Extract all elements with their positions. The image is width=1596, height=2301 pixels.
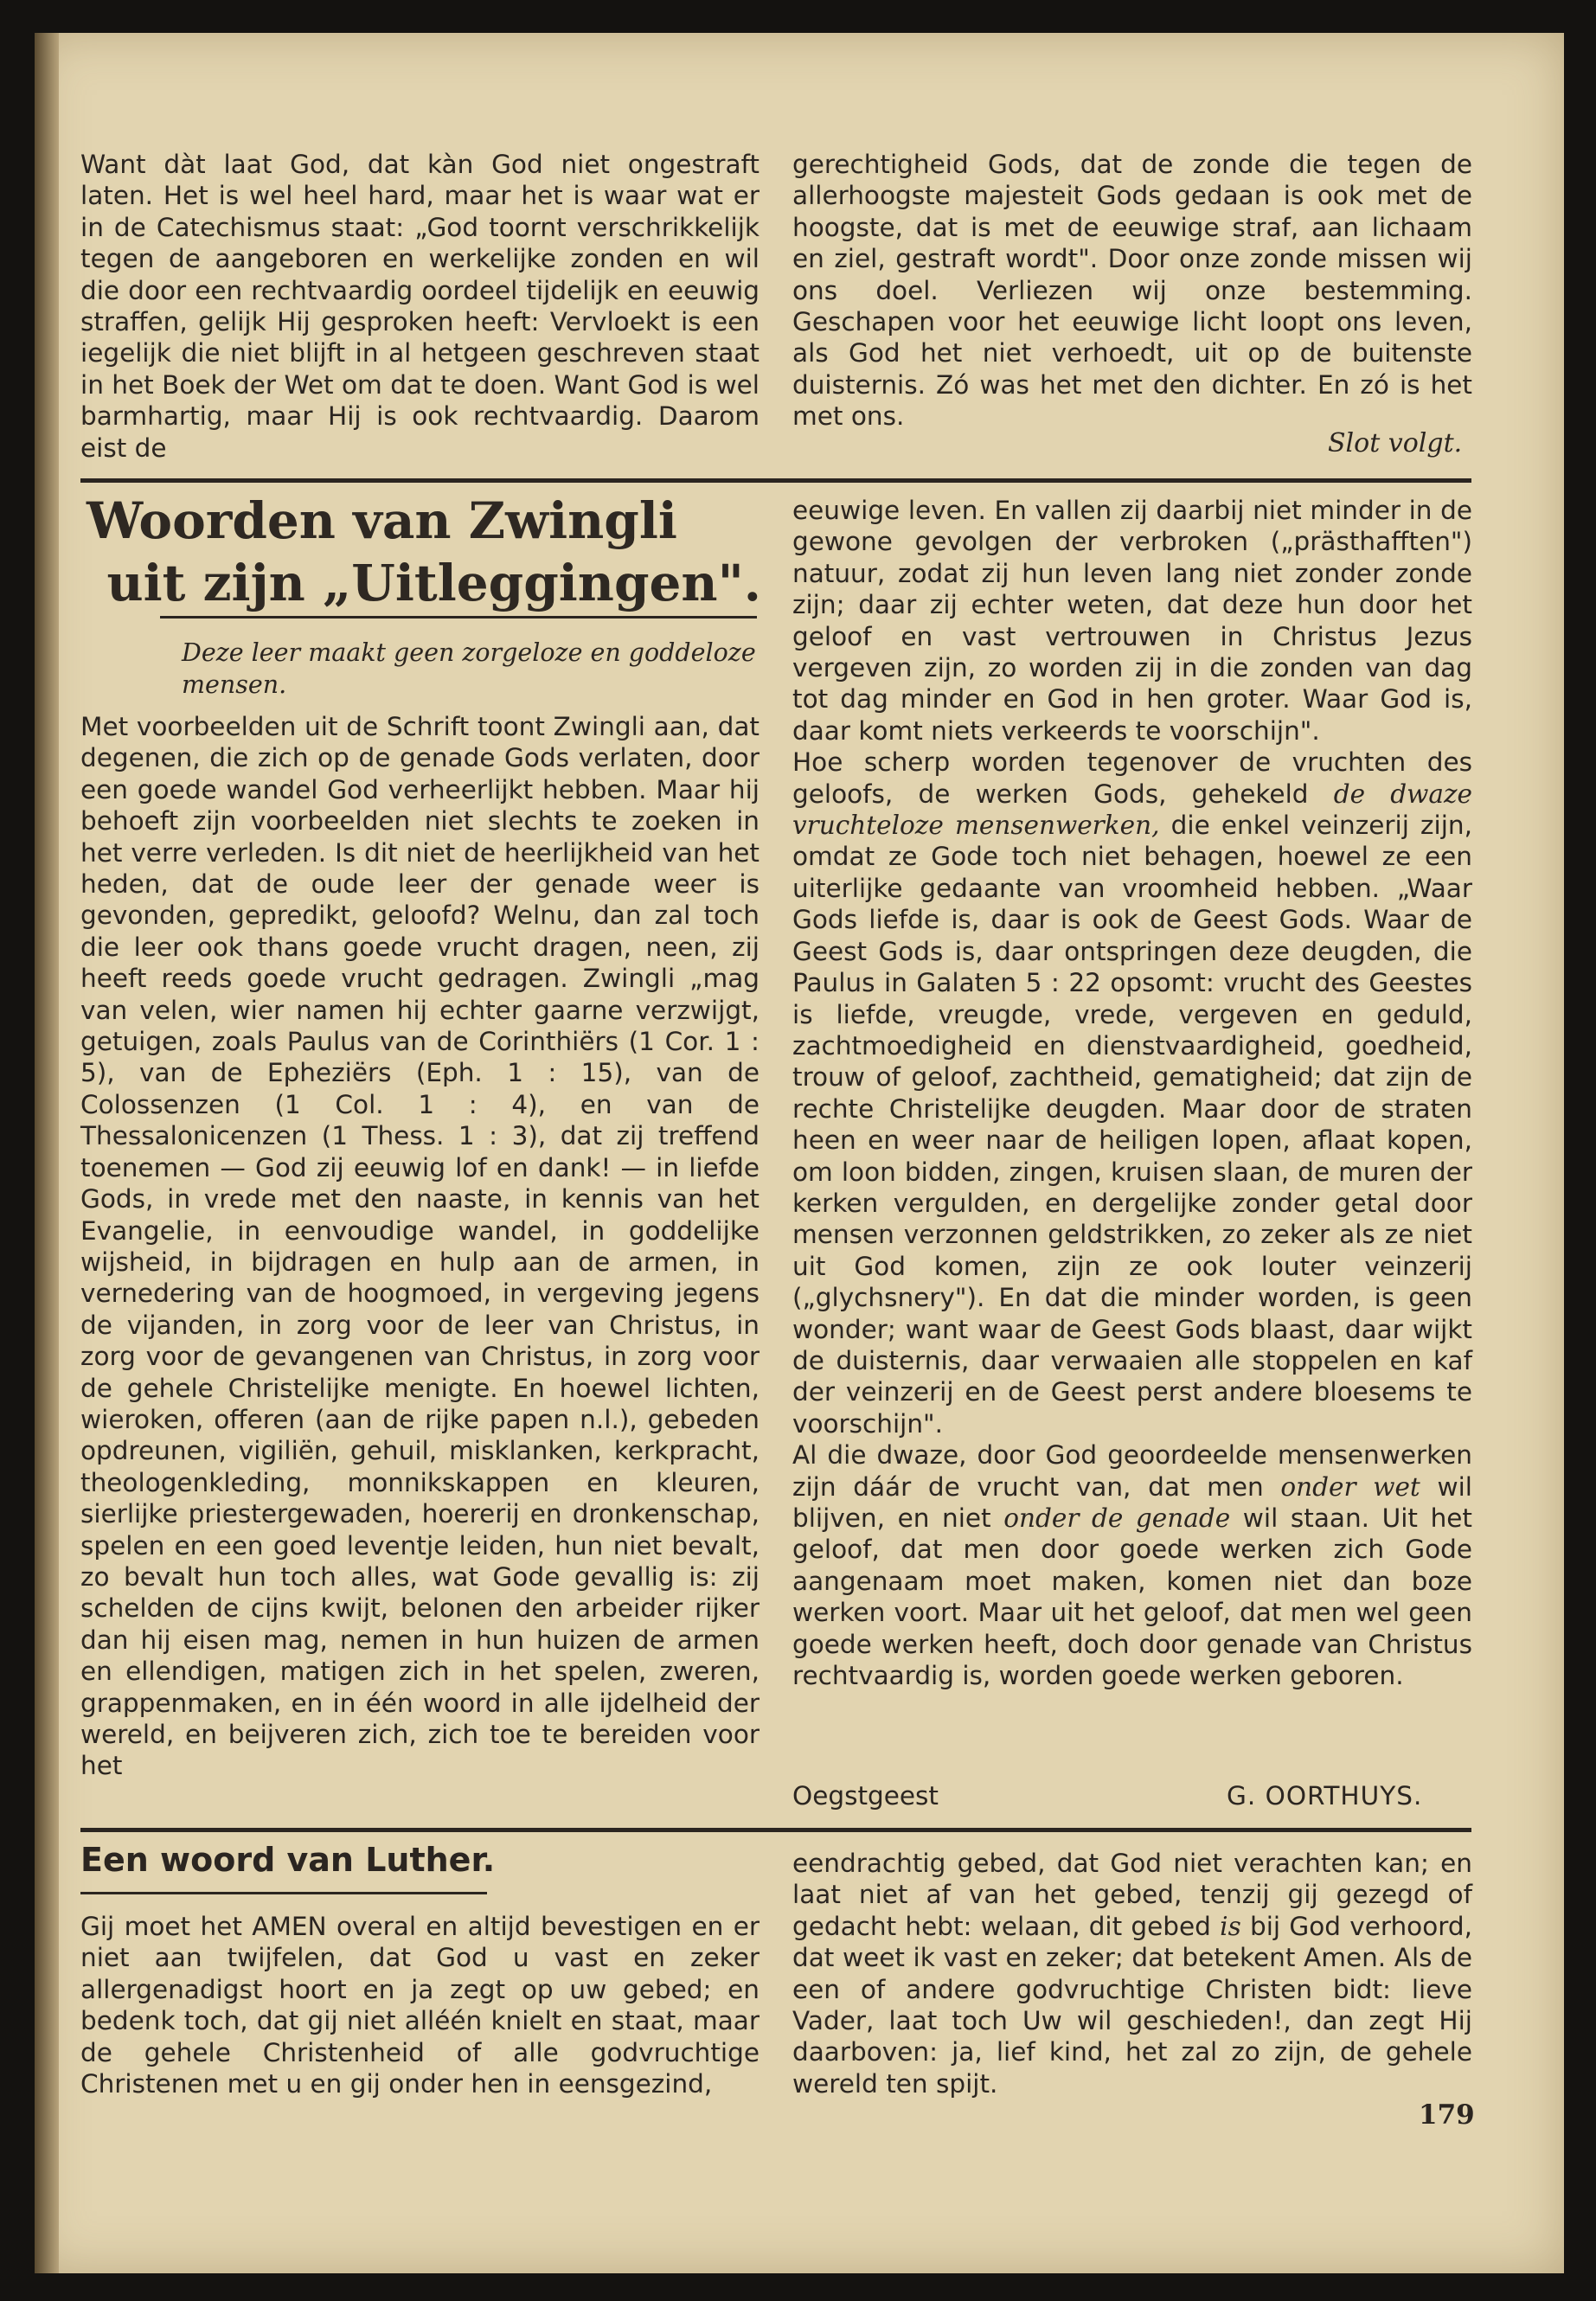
zwingli-right-para-3 (792, 1439, 1472, 1691)
luther-right-text (792, 1848, 1472, 2099)
slot-volgt: Slot volgt. (1328, 428, 1463, 458)
section-divider-bottom (80, 1828, 1471, 1832)
luther-left-column (80, 1911, 760, 2099)
zwingli-right-column (792, 495, 1472, 1691)
zwingli-right-para-1: eeuwige leven. En vallen zij daarbij niet minder in de gewone gevolgen der verbroken („prästhafften") natuur, zodat zij hun leven lang niet zonder zonde zijn; daar zij echter weten, dat deze hun door het geloof en vast vertrouwen in Christus Jezus vergeven zijn, zo worden zij in die zonden van dag tot dag minder en God in hen groter. Waar God is, daar komt niets verkeerds te voorschijn". (792, 496, 1472, 746)
section-divider-top (80, 478, 1471, 483)
zwingli-p2-italic: de dwaze vruchteloze mensenwerken, (792, 779, 1472, 841)
page-binding-edge (35, 33, 59, 2273)
zwingli-left-column (80, 711, 760, 1782)
signature-author: G. OORTHUYS. (1227, 1781, 1423, 1811)
top-left-text: Want dàt laat God, dat kàn God niet ongestraft laten. Het is wel heel hard, maar het is waar wat er in de Catechismus staat: „God toornt verschrikkelijk tegen de aangeboren en werkelijke zonden en wil die door een rechtvaardig oordeel tijdelijk en eeuwig straffen, gelijk Hij gesproken heeft: Vervloekt is een iegelijk die niet blijft in al hetgeen geschreven staat in het Boek der Wet om dat te doen. Want God is wel barmhartig, maar Hij is ook rechtvaardig. Daarom eist de (80, 150, 760, 463)
zwingli-title-line2: uit zijn „Uitleggingen". (106, 554, 761, 612)
top-right-column (792, 149, 1472, 433)
luther-right-column (792, 1848, 1472, 2099)
luther-left-text: Gij moet het AMEN overal en altijd bevestigen en er niet aan twijfelen, dat God u vast en zeker allergenadigst hoort en ja zegt op uw gebed; en bedenk toch, dat gij niet alléén knielt en staat, maar de gehele Christenheid of alle godvruchtige Christenen met u en gij onder hen in eensgezind, (80, 1912, 760, 2099)
zwingli-left-text: Met voorbeelden uit de Schrift toont Zwingli aan, dat degenen, die zich op de genade Gods verlaten, door een goede wandel God verheerlijkt hebben. Maar hij behoeft zijn voorbeelden niet slechts te zoeken in het verre verleden. Is dit niet de heerlijkheid van het heden, dat de oude leer der genade weer is gevonden, gepredikt, geloofd? Welnu, dan zal toch die leer ook thans goede vrucht dragen, neen, zij heeft reeds goede vrucht gedragen. Zwingli „mag van velen, wier namen hij echter gaarne verzwijgt, getuigen, zoals Paulus van de Corinthiërs (1 Cor. 1 : 5), van de Epheziërs (Eph. 1 : 15), van de Colossenzen (1 Col. 1 : 4), en van de Thessalonicenzen (1 Thess. 1 : 3), dat zij treffend toenemen — God zij eeuwig lof en dank! — in liefde Gods, in vrede met den naaste, in kennis van het Evangelie, in eenvoudige wandel, in goddelijke wijsheid, in bijdragen en hulp aan de armen, in vernedering van de hoogmoed, in vergeving jegens de vijanden, in zorg voor de leer van Christus, in zorg voor de gevangenen van Christus, in zorg voor de gehele Christelijke menigte. En hoewel lichten, wieroken, offeren (aan de rijke papen n.l.), gebeden opdreunen, vigiliën, gehuil, misklanken, kerkpracht, theologenkleding, monnikskappen en kleuren, sierlijke priestergewaden, hoererij en dronkenschap, spelen en een goed leventje leiden, hun niet bevalt, zo bevalt hun toch alles, wat Gode gevallig is: zij schelden de cijns kwijt, belonen den arbeider rijker dan hij eisen mag, nemen in hun huizen de armen en ellendigen, matigen zich in het spelen, zweren, grappenmaken, en in één woord in alle ijdelheid der wereld, en beijveren zich, zich toe te bereiden voor het (80, 712, 760, 1781)
zwingli-p2-b: die enkel veinzerij zijn, omdat ze Gode toch niet behagen, hoewel ze een uiterlijke gedaante van vroomheid hebben. „Waar Gods liefde is, daar is ook de Geest Gods. Waar de Geest Gods is, daar ontspringen deze deugden, die Paulus in Galaten 5 : 22 opsomt: vrucht des Geestes is liefde, vreugde, vrede, vergeven en geduld, zachtmoedigheid en dienstvaardigheid, goedheid, trouw of geloof, zachtheid, gematigheid; dat zijn de rechte Christelijke deugden. Maar door de straten heen en weer naar de heiligen lopen, aflaat kopen, om loon bidden, zingen, kruisen slaan, de muren der kerken vergulden, en dergelijke zonder getal door mensen verzonnen geldstrikken, zo zeker als ze niet uit God komen, zijn ze ook louter veinzerij („glychsnery"). En dat die minder worden, is geen wonder; want waar de Geest Gods blaast, daar wijkt de duisternis, daar verwaaien alle stoppelen en kaf der veinzerij en de Geest perst andere bloesems te voorschijn". (792, 811, 1472, 1439)
zwingli-p3-italic1: onder wet (1280, 1471, 1420, 1502)
zwingli-p3-c: wil staan. Uit het geloof, dat men door goede werken zich Gode aangenaam moet maken, komen niet dan boze werken voort. Maar uit het geloof, dat men wel geen goede werken heeft, doch door genade van Christus rechtvaardig is, worden goede werken geboren. (792, 1503, 1472, 1691)
zwingli-p2-a: Hoe scherp worden tegenover de vruchten des geloofs, de werken Gods, gehekeld (792, 747, 1472, 809)
zwingli-p3-b: wil blijven, en niet (792, 1471, 1472, 1533)
top-right-text: gerechtigheid Gods, dat de zonde die tegen de allerhoogste majesteit Gods gedaan is ook met de hoogste, dat is met de eeuwige straf, aan lichaam en ziel, gestraft wordt". Door onze zonde missen wij ons doel. Verliezen wij onze bestemming. Geschapen voor het eeuwige licht loopt ons leven, als God het niet verhoedt, uit op de buitenste duisternis. Zó was het met den dichter. En zó is het met ons. (792, 150, 1472, 432)
zwingli-headline (87, 490, 761, 614)
zwingli-title-line1: Woorden van Zwingli (87, 491, 677, 550)
signature-place: Oegstgeest (792, 1781, 939, 1811)
luther-title-underline (80, 1892, 487, 1894)
zwingli-right-para-2 (792, 747, 1472, 1439)
luther-right-b: bij God verhoord, dat weet ik vast en zeker; dat betekent Amen. Als de een of andere godvruchtige Christen bidt: lieve Vader, laat toch Uw wil geschieden!, dan zegt Hij daarboven: ja, lief kind, het zal zo zijn, de gehele wereld ten spijt. (792, 1911, 1472, 2099)
luther-title: Een woord van Luther. (80, 1841, 496, 1879)
headline-underline (160, 616, 757, 619)
zwingli-p3-italic2: onder de genade (1003, 1503, 1231, 1533)
zwingli-lede: Deze leer maakt geen zorgeloze en goddeloze mensen. (182, 638, 756, 699)
top-left-column (80, 149, 760, 464)
zwingli-p3-a: Al die dwaze, door God geoordeelde mensenwerken zijn dáár de vrucht van, dat men (792, 1440, 1472, 1502)
luther-right-italic: is (1220, 1911, 1241, 1941)
luther-right-a: eendrachtig gebed, dat God niet verachten kan; en laat niet af van het gebed, tenzij gij gezegd of gedacht hebt: welaan, dit gebed (792, 1849, 1472, 1941)
page-number: 179 (1419, 2099, 1475, 2131)
